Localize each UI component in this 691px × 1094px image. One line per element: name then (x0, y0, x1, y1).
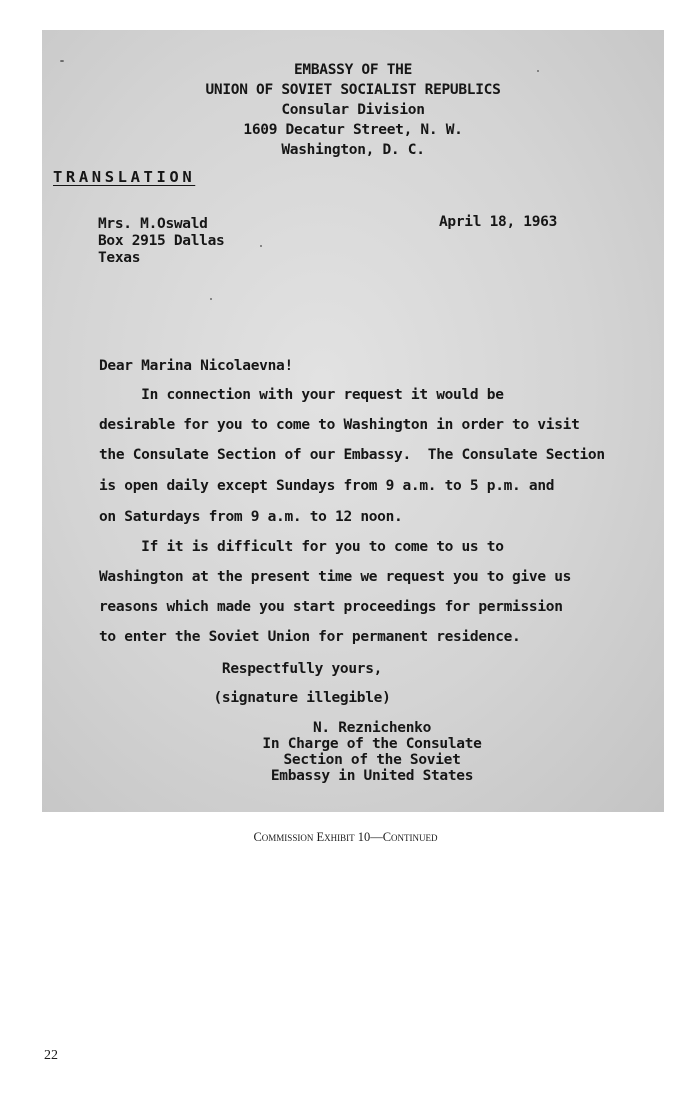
scan-speck (210, 298, 212, 300)
signatory-title: Embassy in United States (270, 768, 474, 784)
exhibit-caption: Commission Exhibit 10—Continued (253, 830, 438, 844)
closing: Respectfully yours, (221, 661, 383, 677)
body-line: reasons which made you start proceedings for permission (99, 599, 563, 615)
body-line: to enter the Soviet Union for permanent residence. (99, 629, 521, 645)
recipient-name: Mrs. M.Oswald (98, 216, 208, 232)
letterhead-line-5: Washington, D. C. (281, 142, 425, 158)
signatory-title: Section of the Soviet (283, 752, 461, 768)
scan-speck (260, 245, 262, 247)
letter-date: April 18, 1963 (439, 214, 558, 230)
body-line: on Saturdays from 9 a.m. to 12 noon. (99, 509, 403, 525)
body-line: Washington at the present time we request you to give us (99, 569, 572, 585)
translation-label: TRANSLATION (53, 168, 196, 186)
signatory-title: In Charge of the Consulate (262, 736, 482, 752)
letterhead-line-2: UNION OF SOVIET SOCIALIST REPUBLICS (205, 82, 501, 98)
page-number: 22 (44, 1048, 58, 1063)
body-line: desirable for you to come to Washington in order to visit (99, 417, 580, 433)
body-line: In connection with your request it would be (99, 387, 504, 403)
recipient-state: Texas (98, 250, 141, 266)
body-line: the Consulate Section of our Embassy. The Consulate Section (99, 447, 605, 463)
letterhead-line-3: Consular Division (281, 102, 425, 118)
letter-photograph (42, 30, 664, 812)
letterhead-line-4: 1609 Decatur Street, N. W. (243, 122, 463, 138)
body-line: is open daily except Sundays from 9 a.m. to 5 p.m. and (99, 478, 555, 494)
signatory-name: N. Reznichenko (312, 720, 432, 736)
signature-note: (signature illegible) (213, 690, 391, 706)
recipient-box: Box 2915 Dallas (98, 233, 225, 249)
body-line: If it is difficult for you to come to us to (99, 539, 504, 555)
letterhead-line-1: EMBASSY OF THE (293, 62, 413, 78)
salutation: Dear Marina Nicolaevna! (99, 358, 293, 374)
